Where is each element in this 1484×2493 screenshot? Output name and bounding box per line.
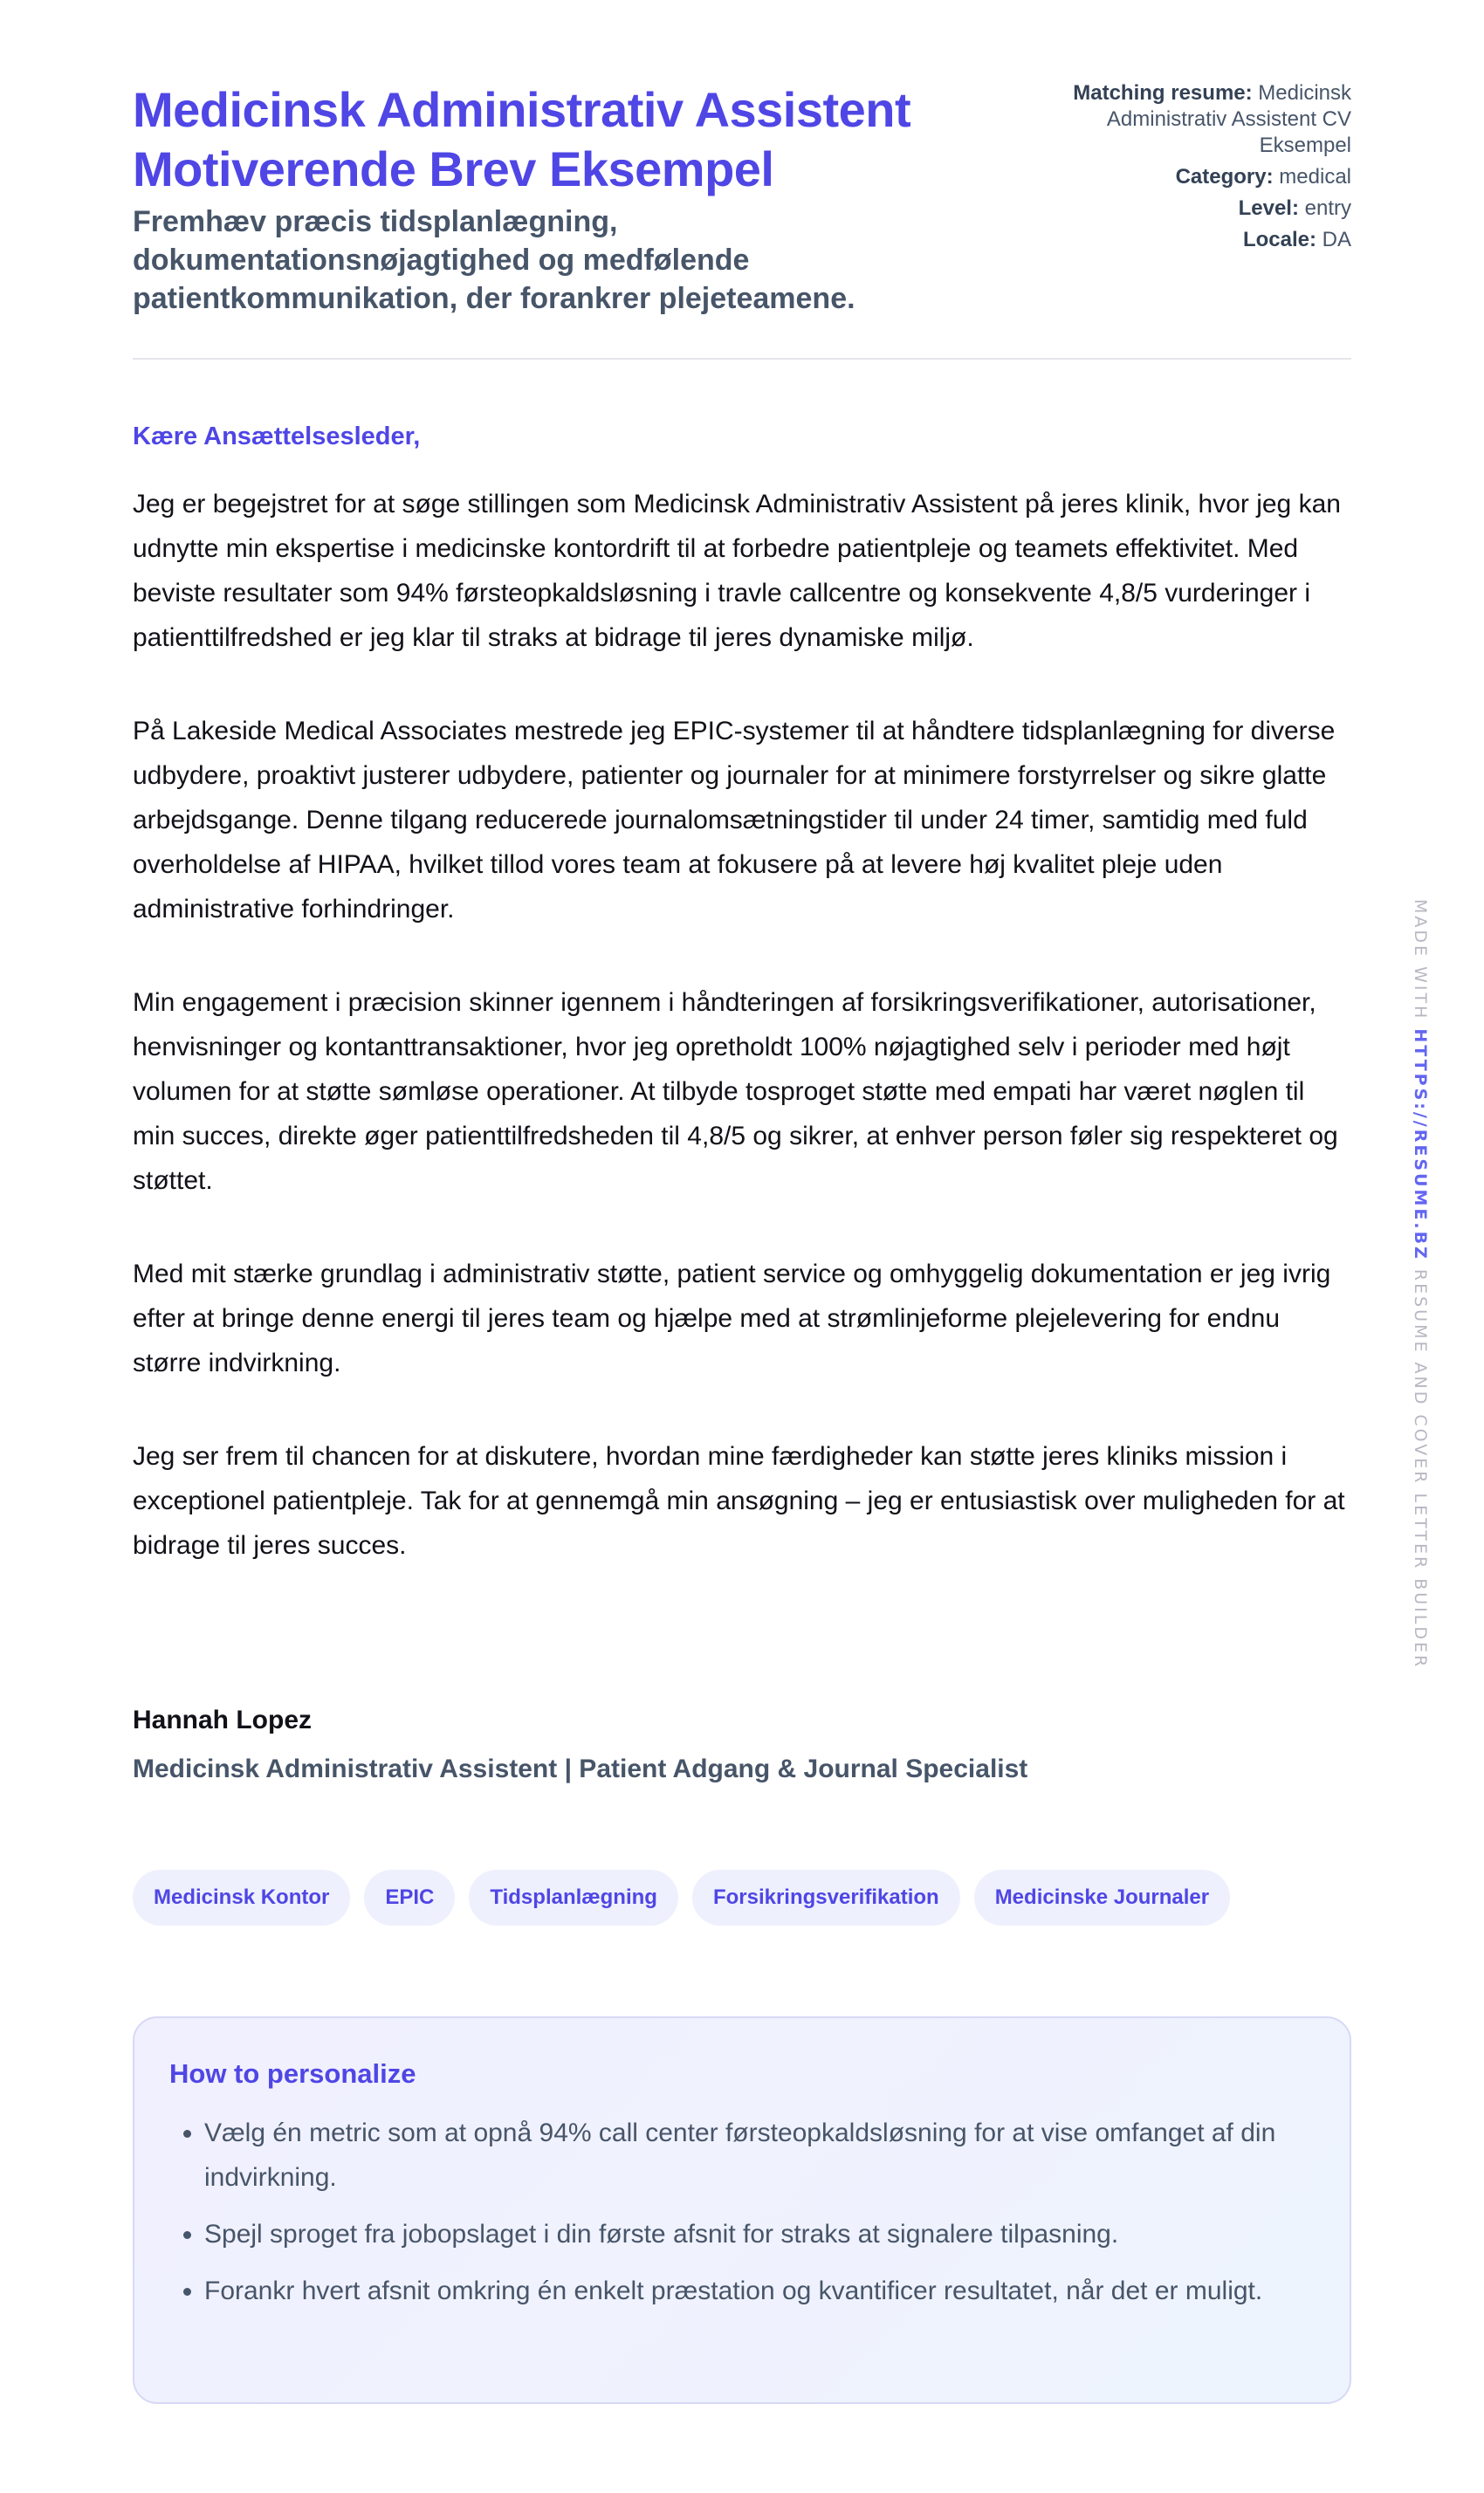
personalize-tips-card: [133, 2016, 1351, 2404]
meta-matching-resume-value: Medicinsk Administrativ Assistent CV Eksempel: [1106, 81, 1351, 157]
cover-letter-page: [133, 80, 1351, 2305]
meta-locale: [1037, 227, 1351, 253]
skill-tag: EPIC: [364, 1870, 455, 1926]
letter-salutation: Kære Ansættelsesleder,: [133, 422, 421, 450]
tip-item: • Spejl sproget fra jobopslaget i din første afsnit for straks at signalere tilpasning.: [204, 2212, 1315, 2256]
letter-paragraph: Med mit stærke grundlag i administrativ støtte, patient service og omhyggelig dokumentation er jeg ivrig efter at bringe denne energi til jeres team og hjælpe med at strømlinjeforme plejelevering for endnu større indvirkning.: [133, 1260, 1331, 1377]
skill-tag: Medicinsk Kontor: [133, 1870, 350, 1926]
skill-tag: Tidsplanlægning: [469, 1870, 678, 1926]
watermark-text: [1411, 899, 1430, 1669]
page-subtitle: Fremhæv præcis tidsplanlægning, dokumentationsnøjagtighed og medfølende patientkommunikation, der forankrer plejeteamene.: [133, 205, 855, 315]
meta-matching-resume-label: Matching resume:: [1073, 81, 1253, 105]
signature-title: Medicinsk Administrativ Assistent | Patient Adgang & Journal Specialist: [133, 1755, 1028, 1783]
signature-name: Hannah Lopez: [133, 1706, 313, 1734]
skill-tags: [133, 1870, 1230, 1926]
letter-paragraph: Min engagement i præcision skinner igennem i håndteringen af forsikringsverifikationer, autorisationer, henvisninger og kontanttransaktioner, hvor jeg opretholdt 100% nøjagtighed selv i perioder med højt volumen for at støtte sømløse operationer. At tilbyde tosproget støtte med empati har været nøglen til min succes, direkte øger patienttilfredsheden til 4,8/5 og sikrer, at enhver person føler sig respekteret og støttet.: [133, 988, 1338, 1195]
meta-level-label: Level:: [1238, 196, 1299, 220]
tip-item: • Vælg én metric som at opnå 94% call center førsteopkaldsløsning for at vise omfanget af din indvirkning.: [204, 2111, 1315, 2200]
watermark-suffix: RESUME AND COVER LETTER BUILDER: [1411, 1268, 1430, 1670]
signature-block: [133, 1706, 1351, 1784]
meta-locale-label: Locale:: [1242, 228, 1316, 251]
page-title: Medicinsk Administrativ Assistent Motiverende Brev Eksempel: [133, 82, 911, 196]
skill-tag: Forsikringsverifikation: [692, 1870, 960, 1926]
watermark-prefix: MADE WITH: [1411, 899, 1430, 1021]
page-header: [133, 80, 1351, 360]
skill-tag: Medicinske Journaler: [974, 1870, 1230, 1926]
vertical-watermark: [1407, 899, 1437, 1670]
meta-level-value: entry: [1304, 196, 1351, 220]
meta-category-label: Category:: [1175, 165, 1274, 189]
letter-body: [133, 482, 1351, 1617]
tips-title: How to personalize: [169, 2058, 416, 2089]
meta-panel: [1037, 80, 1351, 258]
letter-paragraph: Jeg er begejstret for at søge stillingen som Medicinsk Administrativ Assistent på jeres klinik, hvor jeg kan udnytte min ekspertise i medicinske kontordrift til at forbedre patientpleje og teamets effektivitet. Med beviste resultater som 94% førsteopkaldsløsning i travle callcentre og konsekvente 4,8/5 vurderinger i patienttilfredshed er jeg klar til straks at bidrage til jeres dynamiske miljø.: [133, 490, 1341, 652]
tips-list: [169, 2111, 1315, 2313]
meta-category: [1037, 164, 1351, 190]
letter-paragraph: Jeg ser frem til chancen for at diskutere, hvordan mine færdigheder kan støtte jeres kliniks mission i exceptionel patientpleje. Tak for at gennemgå min ansøgning – jeg er entusiastisk over muligheden for at bidrage til jeres succes.: [133, 1442, 1345, 1560]
meta-level: [1037, 196, 1351, 222]
letter-paragraph: På Lakeside Medical Associates mestrede jeg EPIC-systemer til at håndtere tidsplanlægning for diverse udbydere, proaktivt justerer udbydere, patienter og journaler for at minimere forstyrrelser og sikre glatte arbejdsgange. Denne tilgang reducerede journalomsætningstider til under 24 timer, samtidig med fuld overholdelse af HIPAA, hvilket tillod vores team at fokusere på at levere høj kvalitet pleje uden administrative forhindringer.: [133, 717, 1336, 924]
meta-matching-resume: [1037, 80, 1351, 159]
watermark-link[interactable]: HTTPS://RESUME.BZ: [1411, 1028, 1430, 1261]
tip-item: • Forankr hvert afsnit omkring én enkelt præstation og kvantificer resultatet, når det er muligt.: [204, 2269, 1315, 2313]
meta-category-value: medical: [1279, 165, 1351, 189]
meta-locale-value: DA: [1322, 228, 1351, 251]
header-divider: [133, 358, 1351, 360]
